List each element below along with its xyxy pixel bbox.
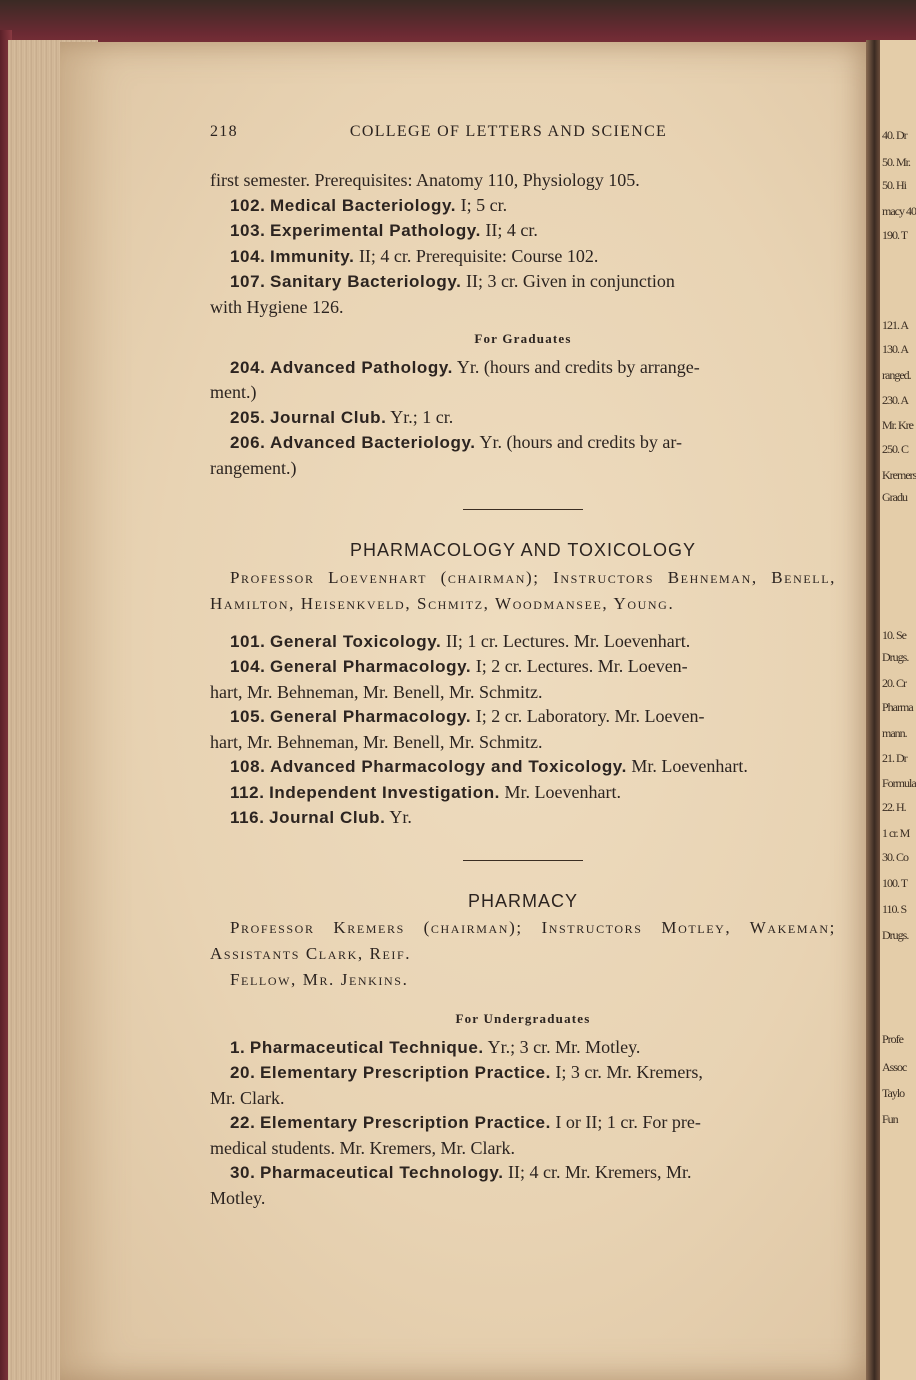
course-entry: [210, 704, 836, 730]
facing-page-fragment: Drugs.: [882, 928, 909, 942]
course-title: Advanced Pharmacology and Toxicology.: [270, 757, 627, 776]
facing-page-fragment: Kremers: [882, 468, 916, 482]
pharmacy-fellow: Fellow, Mr. Jenkins.: [230, 970, 409, 989]
course-details-continued: ment.): [210, 382, 257, 402]
facing-page-fragment: Pharma: [882, 700, 913, 714]
book-cover-top: [0, 0, 916, 48]
undergraduates-subheading: For Undergraduates: [455, 1011, 591, 1026]
course-entry: [210, 1060, 836, 1086]
course-number: 107.: [230, 272, 266, 291]
facing-page-fragment: 1 cr. M: [882, 826, 910, 840]
course-details: Yr.; 1 cr.: [390, 406, 454, 427]
course-number: 116.: [230, 808, 265, 827]
pharmacology-course-list: [210, 629, 836, 831]
facing-page-fragment: 20. Cr: [882, 676, 906, 690]
course-title: Elementary Prescription Practice.: [259, 1113, 551, 1132]
facing-page-fragment: 50. Hi: [882, 178, 906, 192]
course-entry: [210, 805, 836, 831]
facing-page-fragment: Gradu: [882, 490, 907, 504]
facing-page-fragment: ranged.: [882, 368, 911, 382]
course-number: 101.: [230, 631, 266, 651]
course-details-continued: hart, Mr. Behneman, Mr. Benell, Mr. Schmitz.: [210, 681, 543, 702]
course-details-continued: hart, Mr. Behneman, Mr. Benell, Mr. Schmitz.: [210, 731, 543, 752]
course-title: Journal Club.: [269, 808, 386, 827]
course-details: I; 5 cr.: [460, 194, 508, 215]
course-details: Yr. (hours and credits by arrange-: [456, 356, 700, 377]
course-number: 205.: [230, 407, 266, 427]
course-entry: [210, 754, 836, 780]
course-entry: [210, 1035, 836, 1061]
facing-page-fragment: 100. T: [882, 876, 908, 890]
course-title: Experimental Pathology.: [270, 221, 481, 240]
course-entry: [210, 780, 836, 806]
course-details: II; 3 cr. Given in conjunction: [465, 271, 675, 291]
course-details-continued: medical students. Mr. Kremers, Mr. Clark.: [210, 1137, 515, 1158]
facing-page-fragment: 50. Mr.: [882, 155, 911, 169]
running-head-title: COLLEGE OF LETTERS AND SCIENCE: [349, 123, 668, 140]
course-title: Sanitary Bacteriology.: [270, 272, 462, 291]
course-details: II; 4 cr. Mr. Kremers, Mr.: [508, 1162, 692, 1182]
course-details: Yr.; 3 cr. Mr. Motley.: [487, 1036, 641, 1057]
course-entry: [210, 244, 836, 270]
facing-page-fragment: 21. Dr: [882, 751, 907, 765]
course-title: Independent Investigation.: [269, 782, 501, 802]
graduate-course-list: [210, 355, 836, 481]
course-details: II; 4 cr. Prerequisite: Course 102.: [358, 245, 599, 266]
course-details: Mr. Loevenhart.: [504, 781, 621, 802]
book-gutter: [866, 40, 880, 1380]
facing-page-fragment: 190. T: [882, 228, 908, 242]
course-title: General Toxicology.: [270, 631, 442, 651]
course-number: 105.: [230, 707, 266, 726]
page-number: 218: [210, 123, 238, 140]
course-title: General Pharmacology.: [270, 657, 472, 676]
facing-page-fragment: 30. Co: [882, 850, 909, 864]
course-number: 204.: [230, 357, 266, 377]
section-rule: [463, 509, 583, 510]
course-entry: [210, 430, 836, 456]
pharmacy-course-list: [210, 1035, 836, 1211]
facing-page-fragment: 230. A: [882, 393, 909, 407]
course-number: 30.: [230, 1163, 256, 1182]
course-number: 1.: [230, 1037, 246, 1057]
pharmacy-heading: PHARMACY: [467, 890, 578, 911]
course-title: Medical Bacteriology.: [270, 195, 457, 215]
course-entry: [210, 355, 836, 381]
course-number: 104.: [230, 246, 266, 266]
facing-page-fragment: 130. A: [882, 342, 909, 356]
facing-page-fragment: 22. H.: [882, 800, 906, 814]
course-number: 112.: [230, 782, 265, 802]
course-title: Pharmaceutical Technology.: [259, 1163, 504, 1182]
course-title: Advanced Bacteriology.: [270, 433, 476, 452]
continuation-text: first semester. Prerequisites: Anatomy 110, Physiology 105.: [210, 170, 640, 190]
facing-page-fragment: 40. Dr: [882, 128, 907, 142]
course-number: 206.: [230, 433, 266, 452]
bacteriology-course-list: [210, 193, 836, 320]
course-entry: [210, 405, 836, 431]
course-details: I; 2 cr. Laboratory. Mr. Loeven-: [475, 706, 705, 726]
course-number: 104.: [230, 657, 266, 676]
course-entry: [210, 1160, 836, 1186]
course-title: Journal Club.: [270, 407, 387, 427]
course-title: General Pharmacology.: [270, 707, 472, 726]
course-details: II; 1 cr. Lectures. Mr. Loevenhart.: [445, 630, 691, 651]
facing-page-fragment: Mr. Kre: [882, 418, 913, 432]
section-rule: [463, 860, 583, 861]
pharmacology-staff: Professor Loevenhart (chairman); Instructors Behneman, Benell, Hamilton, Heisenkveld, Schmitz, Woodmansee, Young.: [210, 567, 836, 613]
course-details: II; 4 cr.: [485, 220, 538, 240]
course-title: Advanced Pathology.: [270, 357, 454, 377]
facing-page-fragment: Formula: [882, 776, 916, 790]
course-details: Mr. Loevenhart.: [631, 756, 748, 776]
facing-page-fragment: 10. Se: [882, 628, 906, 642]
facing-page-fragment: mann.: [882, 726, 907, 740]
course-entry: [210, 654, 836, 680]
facing-page-fragment: 121. A: [882, 318, 909, 332]
course-number: 103.: [230, 221, 266, 240]
course-details-continued: rangement.): [210, 457, 297, 478]
facing-page-fragment: macy 40: [882, 204, 916, 218]
course-entry: [210, 269, 836, 295]
course-number: 22.: [230, 1113, 256, 1132]
course-details-continued: with Hygiene 126.: [210, 296, 344, 317]
pharmacology-heading: PHARMACOLOGY AND TOXICOLOGY: [349, 540, 697, 560]
course-details: I; 3 cr. Mr. Kremers,: [555, 1062, 703, 1082]
facing-page-fragment: Profe: [882, 1032, 903, 1046]
facing-page-fragment: Assoc: [882, 1060, 907, 1074]
graduates-subheading: For Graduates: [474, 331, 572, 346]
facing-page-fragment: Taylo: [882, 1086, 905, 1100]
course-number: 108.: [230, 757, 266, 776]
course-number: 102.: [230, 195, 266, 215]
course-title: Elementary Prescription Practice.: [259, 1063, 551, 1082]
course-entry: [210, 193, 836, 219]
course-details-continued: Motley.: [210, 1187, 266, 1208]
page-content: [210, 120, 836, 1210]
facing-page-edge: [880, 40, 916, 1380]
course-entry: [210, 1110, 836, 1136]
facing-page-fragment: Fun: [882, 1112, 898, 1126]
course-details: I; 2 cr. Lectures. Mr. Loeven-: [475, 656, 688, 676]
pharmacy-staff: Professor Kremers (chairman); Instructors Motley, Wakeman; Assistants Clark, Reif.: [210, 918, 836, 963]
course-title: Immunity.: [270, 246, 355, 266]
course-entry: [210, 218, 836, 244]
course-details-continued: Mr. Clark.: [210, 1087, 285, 1108]
running-head: [210, 120, 836, 144]
course-number: 20.: [230, 1063, 256, 1082]
course-title: Pharmaceutical Technique.: [249, 1037, 484, 1057]
facing-page-fragment: 250. C: [882, 442, 909, 456]
course-details: Yr.: [389, 807, 412, 827]
course-entry: [210, 629, 836, 655]
course-details: Yr. (hours and credits by ar-: [479, 432, 683, 452]
facing-page-fragment: Drugs.: [882, 650, 909, 664]
course-details: I or II; 1 cr. For pre-: [555, 1112, 701, 1132]
facing-page-fragment: 110. S: [882, 902, 907, 916]
